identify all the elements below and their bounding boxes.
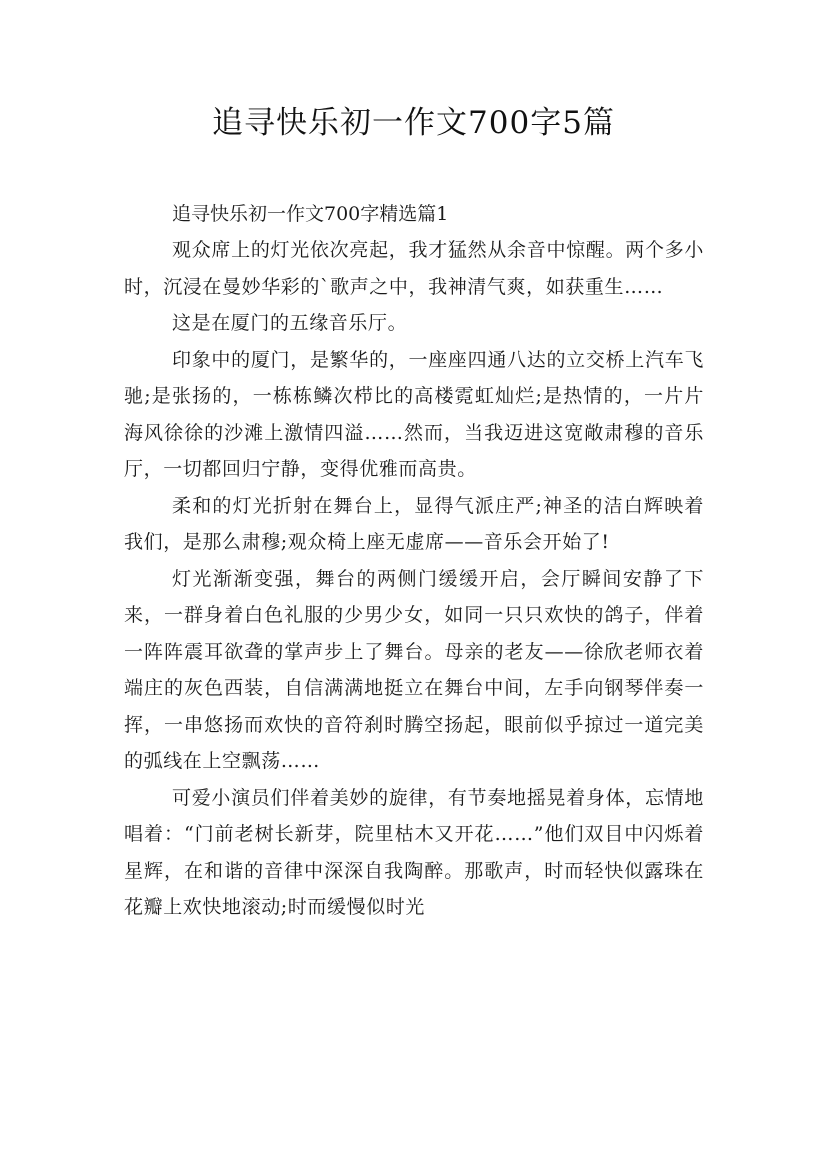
paragraph: 柔和的灯光折射在舞台上，显得气派庄严;神圣的洁白辉映着我们，是那么肃穆;观众椅上座无虚席——音乐会开始了! <box>124 494 704 553</box>
paragraph: 观众席上的灯光依次亮起，我才猛然从余音中惊醒。两个多小时，沉浸在曼妙华彩的`歌声之中，我神清气爽，如获重生…… <box>124 239 704 298</box>
paragraph: 这是在厦门的五缘音乐厅。 <box>172 312 408 334</box>
section-subtitle: 追寻快乐初一作文700字精选篇1 <box>172 203 449 225</box>
document-title: 追寻快乐初一作文700字5篇 <box>212 105 615 141</box>
document-body <box>124 196 704 926</box>
paragraph: 印象中的厦门，是繁华的，一座座四通八达的立交桥上汽车飞驰;是张扬的，一栋栋鳞次栉比的高楼霓虹灿烂;是热情的，一片片海风徐徐的沙滩上激情四溢……然而，当我迈进这宽敞肃穆的音乐厅，一切都回归宁静，变得优雅而高贵。 <box>124 348 704 480</box>
paragraph: 可爱小演员们伴着美妙的旋律，有节奏地摇晃着身体，忘情地唱着：“门前老树长新芽，院里枯木又开花……”他们双目中闪烁着星辉，在和谐的音律中深深自我陶醉。那歌声，时而轻快似露珠在花瓣上欢快地滚动;时而缓慢似时光 <box>124 786 704 918</box>
paragraph: 灯光渐渐变强，舞台的两侧门缓缓开启，会厅瞬间安静了下来，一群身着白色礼服的少男少女，如同一只只欢快的鸽子，伴着一阵阵震耳欲聋的掌声步上了舞台。母亲的老友——徐欣老师衣着端庄的灰色西装，自信满满地挺立在舞台中间，左手向钢琴伴奏一挥，一串悠扬而欢快的音符刹时腾空扬起，眼前似乎掠过一道完美的弧线在上空飘荡…… <box>124 567 704 772</box>
